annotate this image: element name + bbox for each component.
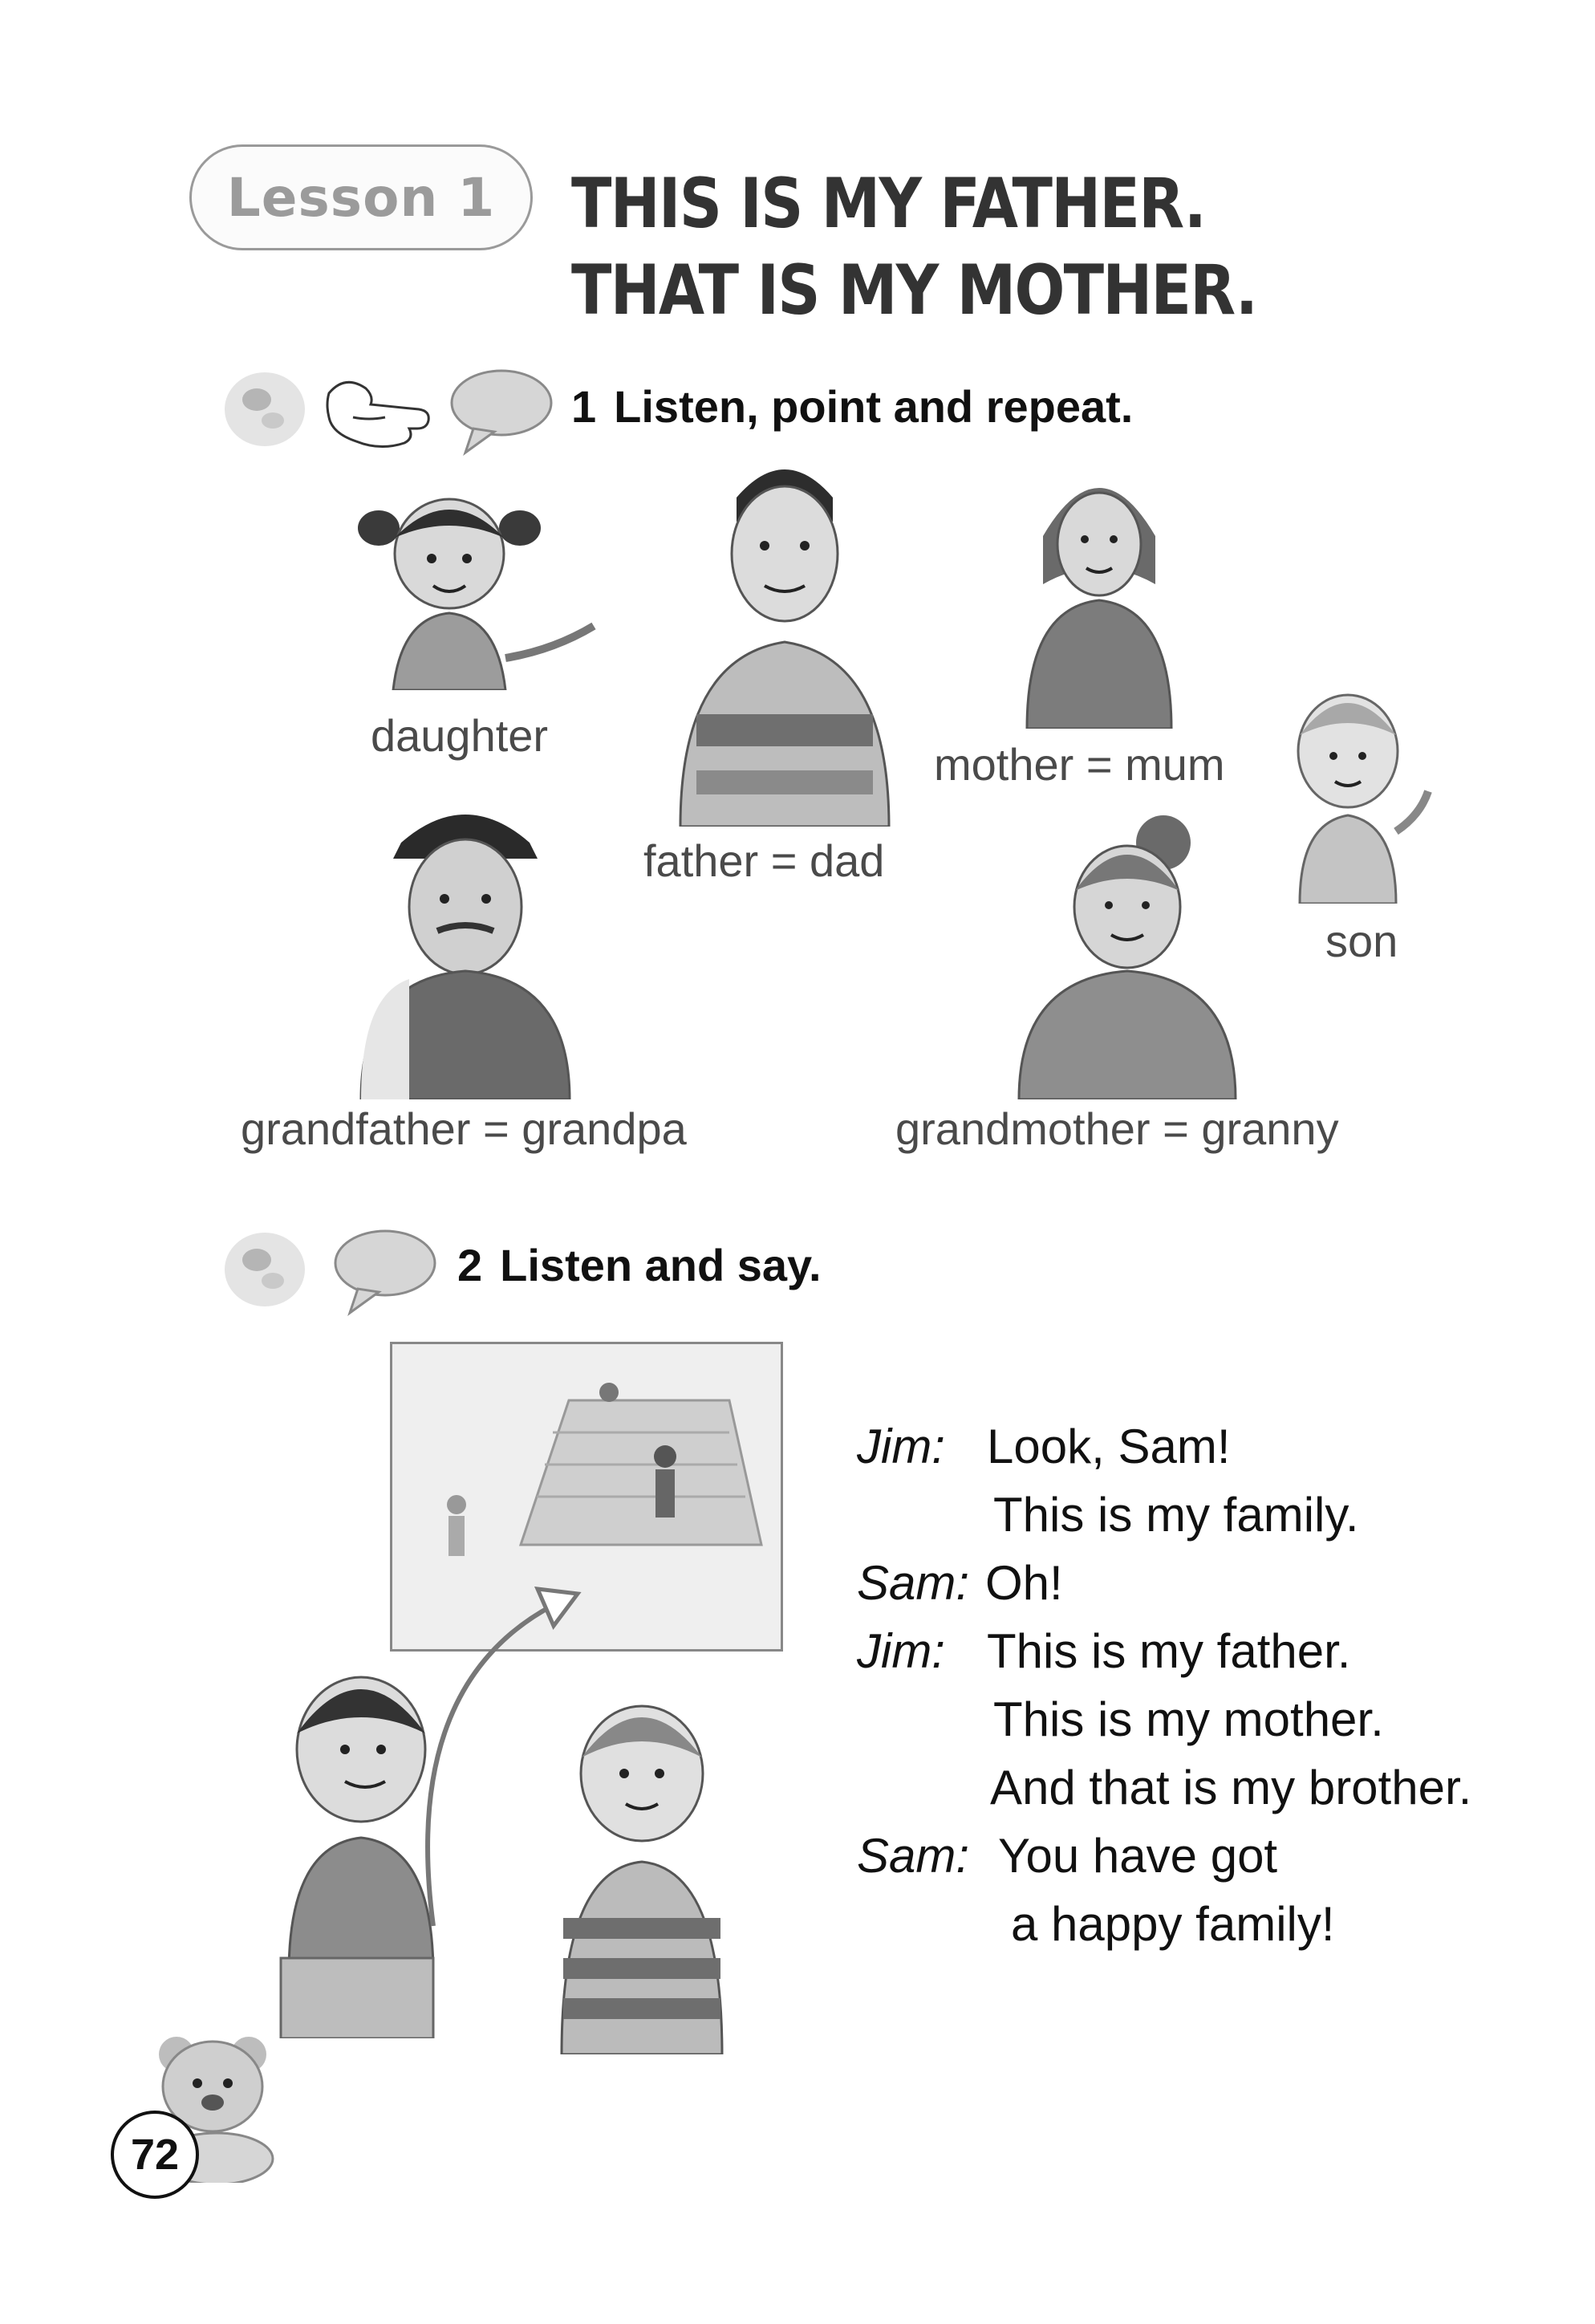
label-grandmother: grandmother = granny bbox=[895, 1103, 1339, 1154]
speech-bubble-icon bbox=[335, 1231, 435, 1313]
dialog-line bbox=[857, 1617, 1351, 1685]
sam-illustration bbox=[546, 1685, 738, 2058]
dialog-text: a happy family! bbox=[1011, 1897, 1335, 1951]
pointing-hand-icon bbox=[327, 382, 428, 446]
lesson-title-line-1: THIS IS MY FATHER. bbox=[571, 164, 1206, 244]
exercise-1-instruction: Listen, point and repeat. bbox=[614, 381, 1134, 432]
daughter-illustration bbox=[345, 481, 602, 694]
exercise-1-header bbox=[571, 380, 1133, 433]
exercise-1-icons bbox=[217, 361, 570, 457]
ear-icon bbox=[225, 1233, 305, 1306]
exercise-2-instruction: Listen and say. bbox=[500, 1240, 822, 1290]
dialog-text: This is my father. bbox=[987, 1624, 1351, 1678]
speech-bubble-icon bbox=[452, 371, 551, 453]
father-illustration bbox=[672, 449, 897, 831]
dialog bbox=[857, 1412, 1472, 1958]
dialog-line bbox=[857, 1685, 1384, 1753]
dialog-text: This is my mother. bbox=[993, 1692, 1384, 1746]
lesson-badge bbox=[189, 144, 533, 250]
dialog-line bbox=[857, 1822, 1278, 1890]
dialog-speaker: Sam: bbox=[857, 1829, 970, 1883]
dialog-text: Oh! bbox=[985, 1556, 1063, 1610]
label-daughter: daughter bbox=[371, 710, 549, 761]
lesson-title bbox=[571, 160, 1256, 334]
dialog-line bbox=[857, 1753, 1472, 1822]
dialog-text: You have got bbox=[998, 1829, 1278, 1883]
lesson-badge-label: Lesson 1 bbox=[226, 166, 496, 229]
page-number: 72 bbox=[111, 2111, 199, 2199]
dialog-line bbox=[857, 1549, 1063, 1617]
son-illustration bbox=[1276, 679, 1436, 908]
exercise-2-icons bbox=[217, 1221, 457, 1318]
label-son: son bbox=[1325, 916, 1398, 966]
ear-icon bbox=[225, 372, 305, 446]
dialog-line bbox=[857, 1412, 1231, 1481]
exercise-2-number: 2 bbox=[457, 1240, 483, 1290]
dialog-text: This is my family. bbox=[993, 1488, 1359, 1542]
dialog-line bbox=[857, 1890, 1335, 1958]
mother-illustration bbox=[1019, 456, 1179, 733]
dialog-line bbox=[857, 1481, 1359, 1549]
dialog-speaker: Sam: bbox=[857, 1556, 970, 1610]
dialog-text: Look, Sam! bbox=[987, 1420, 1231, 1473]
lesson-title-line-2: THAT IS MY MOTHER. bbox=[571, 250, 1257, 331]
dialog-speaker: Jim: bbox=[857, 1624, 945, 1678]
exercise-2-header bbox=[457, 1239, 822, 1291]
dialog-speaker: Jim: bbox=[857, 1420, 945, 1473]
exercise-1-number: 1 bbox=[571, 381, 597, 432]
label-mother: mother = mum bbox=[934, 739, 1225, 790]
label-grandfather: grandfather = grandpa bbox=[241, 1103, 687, 1154]
grandmother-illustration bbox=[1011, 811, 1244, 1103]
label-father: father = dad bbox=[643, 835, 885, 886]
dialog-text: And that is my brother. bbox=[990, 1761, 1472, 1814]
grandfather-illustration bbox=[353, 794, 578, 1103]
